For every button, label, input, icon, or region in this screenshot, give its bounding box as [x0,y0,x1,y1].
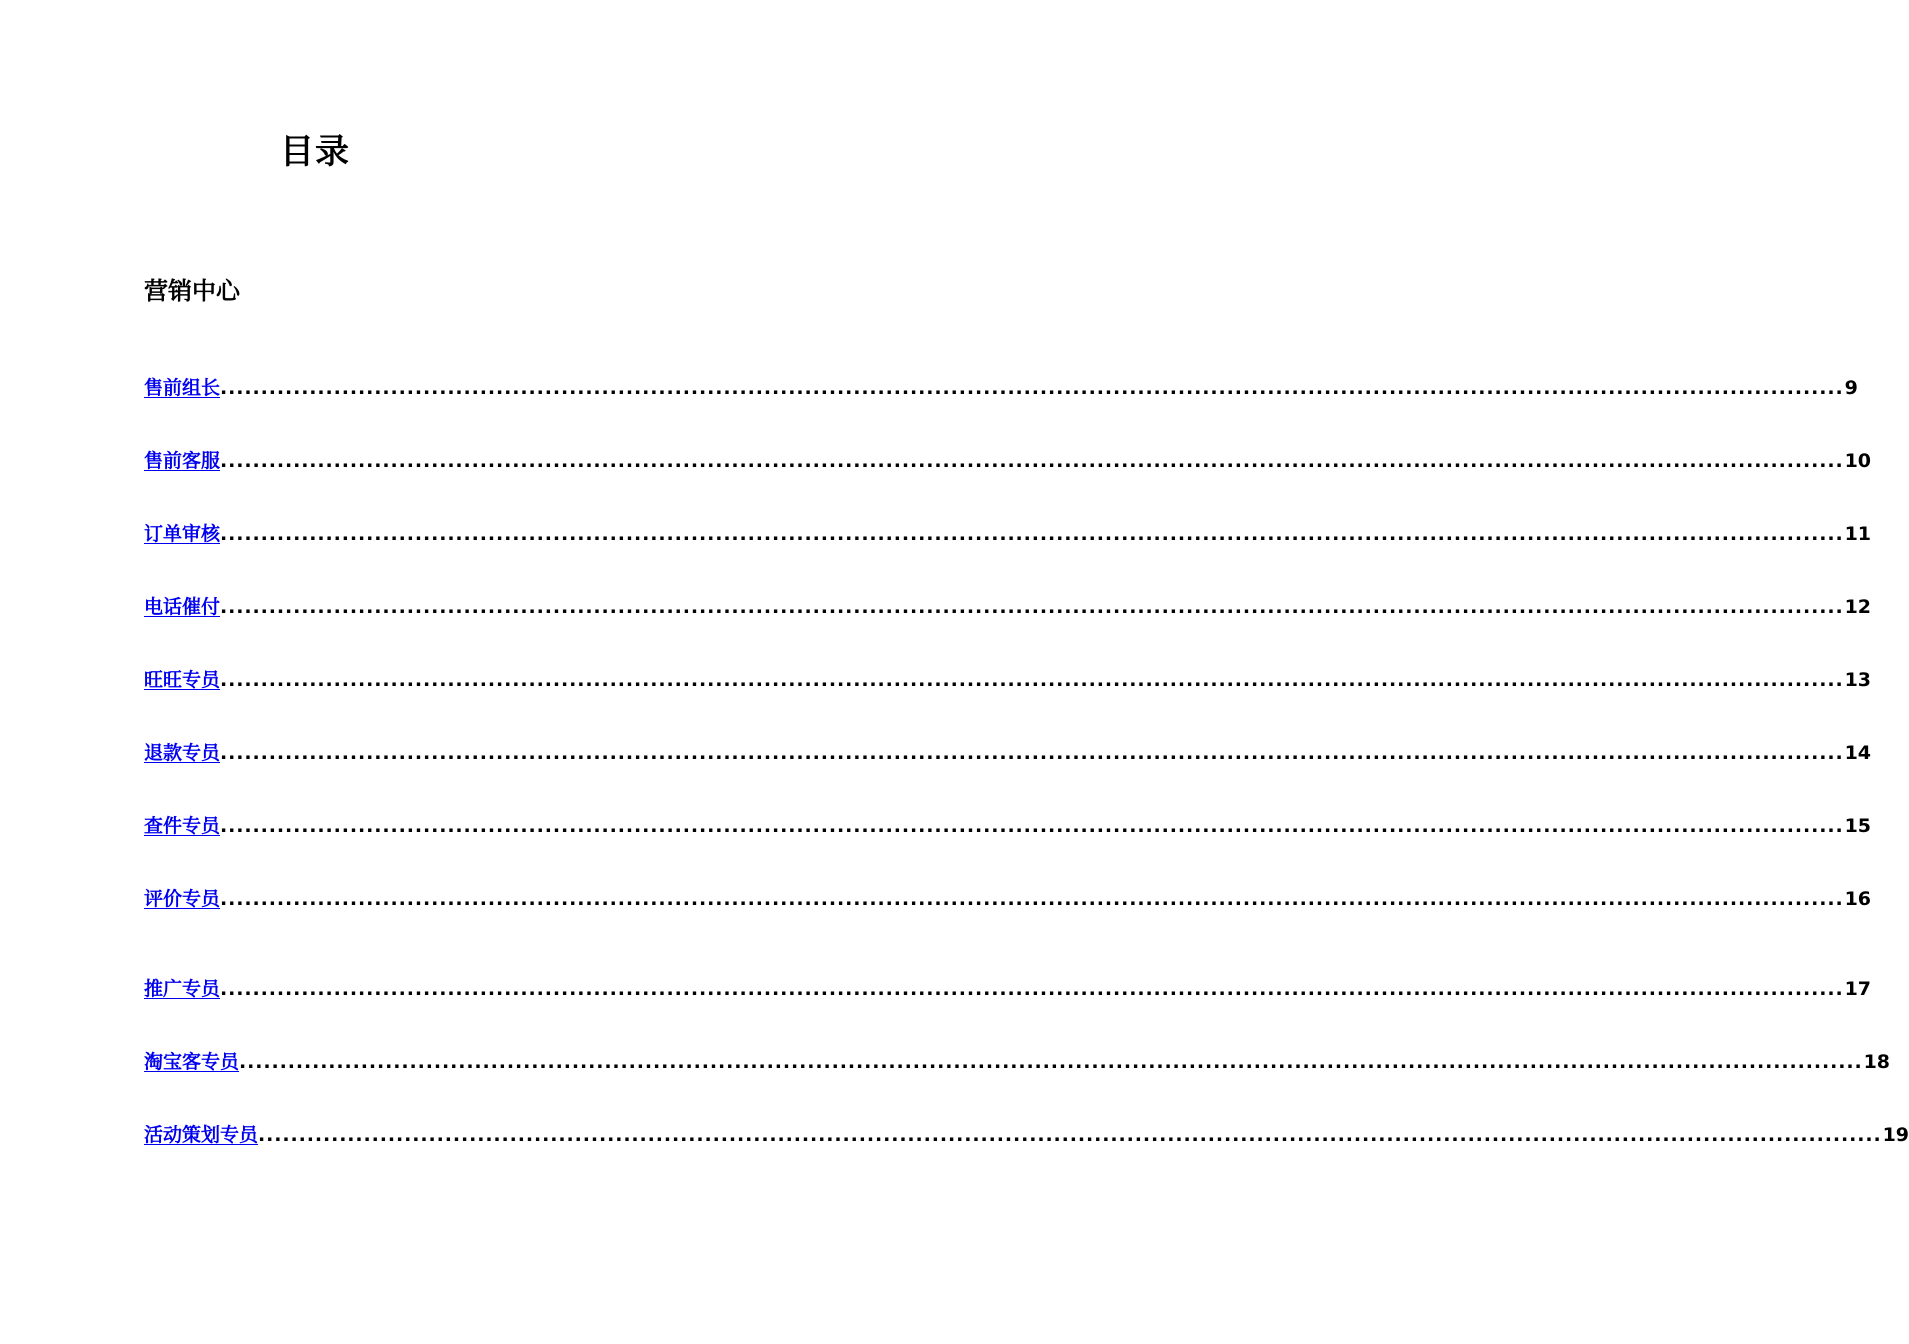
toc-entry [144,593,1872,621]
toc-page-number: 10 [1844,450,1872,472]
toc-link[interactable]: 活动策划专员 [144,1124,259,1146]
toc-link[interactable]: 淘宝客专员 [144,1051,240,1073]
toc-entry [144,374,1858,402]
toc-entry [144,885,1872,913]
section-heading: 营销中心 [144,277,240,305]
toc-leader-dots: ........................................................................................................................................................................................................ [220,450,1844,472]
toc-leader-dots: ........................................................................................................................................................................................................ [220,377,1844,399]
toc-link[interactable]: 查件专员 [144,815,221,837]
toc-entry [144,520,1872,548]
toc-page-number: 14 [1844,742,1872,764]
toc-entry [144,1048,1891,1076]
toc-page-number: 9 [1844,377,1858,399]
toc-page-number: 11 [1844,523,1872,545]
toc-entry [144,1121,1909,1149]
toc-link[interactable]: 旺旺专员 [144,669,221,691]
toc-leader-dots: ........................................................................................................................................................................................................ [239,1051,1863,1073]
toc-link[interactable]: 订单审核 [144,523,221,545]
toc-page-number: 17 [1844,978,1872,1000]
toc-entry [144,812,1872,840]
toc-leader-dots: ........................................................................................................................................................................................................ [220,978,1844,1000]
toc-page-number: 15 [1844,815,1872,837]
toc-page-number: 13 [1844,669,1872,691]
toc-leader-dots: ........................................................................................................................................................................................................ [220,596,1844,618]
toc-entry [144,447,1872,475]
toc-link[interactable]: 推广专员 [144,978,221,1000]
toc-page-number: 12 [1844,596,1872,618]
toc-leader-dots: ........................................................................................................................................................................................................ [258,1124,1882,1146]
toc-leader-dots: ........................................................................................................................................................................................................ [220,742,1844,764]
toc-leader-dots: ........................................................................................................................................................................................................ [220,888,1844,910]
toc-title: 目录 [280,132,350,172]
toc-link[interactable]: 评价专员 [144,888,221,910]
toc-link[interactable]: 电话催付 [144,596,221,618]
toc-link[interactable]: 售前客服 [144,450,221,472]
toc-leader-dots: ........................................................................................................................................................................................................ [220,523,1844,545]
toc-page-number: 16 [1844,888,1872,910]
toc-leader-dots: ........................................................................................................................................................................................................ [220,669,1844,691]
toc-page-number: 18 [1863,1051,1891,1073]
toc-entry [144,975,1872,1003]
toc-link[interactable]: 售前组长 [144,377,221,399]
toc-entry [144,666,1872,694]
toc-page-number: 19 [1882,1124,1909,1146]
toc-link[interactable]: 退款专员 [144,742,221,764]
toc-entry [144,739,1872,767]
toc-leader-dots: ........................................................................................................................................................................................................ [220,815,1844,837]
